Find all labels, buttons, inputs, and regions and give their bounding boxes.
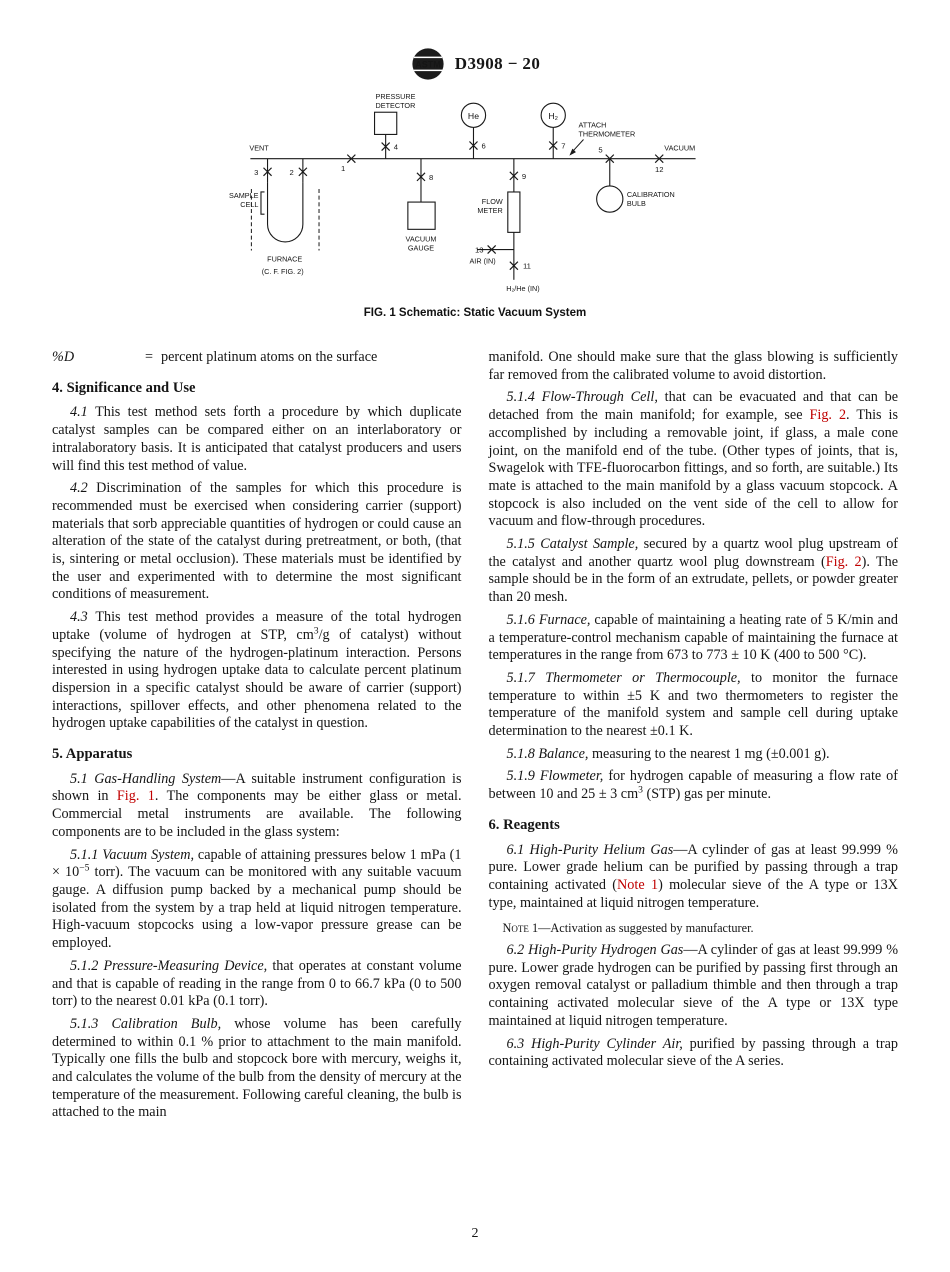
section-heading: 4. Significance and Use [52, 379, 196, 396]
page-number: 2 [471, 1226, 479, 1241]
sample-cell-label: CELL [239, 200, 258, 210]
body-paragraph [52, 847, 462, 953]
valve-11-number: 11 [522, 261, 531, 271]
logo-text: ASTM [415, 59, 441, 70]
text-run: /g of catalyst) without specifying the nature of the hydrogen-platinum interaction. Persons interested in using hydrogen uptake data to calculate percent platinum dispersion in a specific catalyst should be aware of carrier (support) interactions, spillover effects, and other phenomena related to the hydrogen uptake capabilities of the catalyst in question. [52, 626, 462, 732]
body-paragraph [489, 842, 899, 913]
body-paragraph [52, 771, 462, 842]
paragraph-number: 5.1.1 [70, 846, 103, 863]
text-run: that operates at constant volume and that is capable of reading in the range from 0 to 66.7 kPa (0 to 500 torr) to the nearest 0.01 kPa (0.1 torr). [52, 957, 462, 1010]
paragraph-number: 6.1 [506, 841, 530, 858]
text-run: Note 1— [502, 921, 551, 936]
body-paragraph [52, 958, 462, 1011]
body-paragraph [489, 670, 899, 741]
text-run: Flowmeter, [539, 768, 604, 785]
definition-term: %D [52, 349, 75, 365]
body-paragraph [489, 536, 899, 607]
astm-logo [410, 46, 446, 82]
valve-2-number: 2 [289, 167, 294, 177]
cross-reference-link[interactable]: Fig. 1 [116, 788, 155, 805]
body-columns [0, 349, 950, 1122]
text-run: ) molecular sieve of the A type or 13X type, maintained at liquid nitrogen temperature. [488, 876, 898, 911]
text-run: —A suitable instrument configuration is shown in [52, 770, 462, 805]
paragraph-number: 5.1.6 [506, 611, 539, 628]
page-header [0, 0, 950, 82]
text-run: Furnace, [538, 611, 591, 628]
valve-6-number: 6 [481, 141, 486, 151]
text-run: that can be evacuated and that can be detached from the main manifold; for example, see [488, 389, 898, 424]
figure-1 [0, 88, 950, 319]
text-run: . The components may be either glass or metal. Commercial metal instruments are available. The following components are to be included in the glass system: [52, 788, 462, 840]
note-text [489, 921, 899, 937]
thermometer-pointer-line [573, 139, 583, 150]
section-heading: 6. Reagents [488, 816, 560, 833]
document-code: D3908 − 20 [454, 54, 541, 73]
body-paragraph [52, 480, 462, 604]
body-paragraph [489, 746, 899, 764]
vacuum-gauge-symbol [407, 202, 434, 229]
text-run: (STP) gas per minute. [642, 786, 772, 803]
calibration-bulb-label: CALIBRATION [626, 190, 675, 200]
text-run: manifold. One should make sure that the glass blowing is sufficiently far removed from the calibrated volume to avoid distortion. [488, 349, 898, 383]
paragraph-number: 4.3 [70, 609, 96, 626]
equals-sign: = [145, 349, 154, 365]
flow-meter-label: METER [476, 206, 503, 216]
body-paragraph [489, 612, 899, 665]
valve-3-number: 3 [253, 167, 258, 177]
body-paragraph [489, 1036, 899, 1071]
paragraph-number: 5.1 [70, 770, 95, 787]
text-run: Thermometer or Thermocouple, [545, 669, 741, 686]
paragraph-number: 6.3 [506, 1035, 532, 1052]
sample-cell-bracket [260, 192, 264, 214]
calibration-bulb-label: BULB [626, 199, 646, 209]
text-run: 3 [313, 625, 319, 637]
left-column [52, 349, 462, 1122]
text-run: . This is accomplished by including a removable joint, if glass, a male cone joint, on the manifold end of the tube. (Other types of joints, that is, Swagelok with TFE-fluorocarbon fittings, and so forth, are suitable.) Its mate is attached to the main manifold by a glass vacuum stopcock. A stopcock is also included on the vent side of the cell to allow for vacuum and flow-through procedures. [488, 407, 898, 530]
definition-row [52, 349, 462, 367]
text-run: This test method sets forth a procedure by which duplicate catalyst samples can be compared either on an interlaboratory or intralaboratory basis. It is anticipated that catalyst producers and users will find this test method of value. [52, 404, 462, 474]
text-run: whose volume has been carefully determined to within 0.1 % prior to attachment to the main manifold. Typically one fills the bulb and stopcock bore with mercury, weighs it, and calculates the volume of the bulb from the density of mercury at the temperature of the measurement. Following careful cleaning, the bulb is attached to the main [52, 1015, 462, 1121]
text-run: High-Purity Cylinder Air, [531, 1035, 683, 1052]
text-run: capable of attaining pressures below 1 mPa (1 × 10 [52, 846, 462, 881]
cross-reference-link[interactable]: Fig. 2 [809, 407, 847, 424]
body-paragraph [52, 404, 462, 475]
vent-label: VENT [248, 143, 269, 153]
text-run: torr). The vacuum can be monitored with any suitable vacuum gauge. A diffusion pump backed by a mechanical pump should be isolated from the system by a trap held at liquid nitrogen temperature. High-vacuum stopcocks using a low-vapor pressure grease can be employed. [52, 864, 462, 952]
body-paragraph [52, 609, 462, 733]
cross-reference-link[interactable]: Fig. 2 [825, 553, 862, 570]
vacuum-gauge-label: GAUGE [407, 243, 434, 253]
text-run: capable of maintaining a heating rate of 5 K/min and a temperature-control mechanism capable of maintaining the furnace at temperatures in the range from 673 to 773 ± 10 K (400 to 500 °C). [488, 611, 898, 664]
text-run: measuring to the nearest 1 mg (±0.001 g). [588, 745, 830, 762]
text-run: ). The sample should be in the form of an extrudate, pellets, or powder greater than 20 mesh. [488, 553, 898, 606]
text-run: High-Purity Helium Gas [529, 841, 674, 858]
valve-5-number: 5 [597, 145, 603, 155]
text-run: to monitor the furnace temperature to within ±5 K and two thermometers to register the temperature of the manifold system and sample cell during uptake determination to the nearest ±0.1 K. [488, 669, 898, 740]
valve-7-number: 7 [560, 141, 566, 151]
figure-caption: FIG. 1 Schematic: Static Vacuum System [363, 307, 587, 319]
text-run: purified by passing through a trap containing activated molecular sieve of the A series. [488, 1035, 898, 1070]
text-run: Balance, [538, 745, 589, 762]
paragraph-number: 5.1.4 [506, 389, 542, 406]
text-run: This test method provides a measure of the total hydrogen uptake (volume of hydrogen at STP, cm [52, 609, 462, 643]
paragraph-number: 5.1.8 [506, 745, 539, 762]
text-run: —A cylinder of gas at least 99.999 % pure. Lower grade hydrogen can be purified by passing first through an oxygen removal catalyst or palladium thimble and then through a trap containing activated molecular sieve of the A type or 13X type maintained at liquid nitrogen temperature. [488, 941, 899, 1029]
body-paragraph [489, 349, 899, 384]
text-run: Catalyst Sample, [540, 536, 639, 553]
vacuum-gauge-label: VACUUM [405, 234, 436, 244]
valve-1-number: 1 [340, 163, 345, 173]
right-column [489, 349, 899, 1122]
air-in-label: AIR (IN) [468, 256, 496, 266]
flow-meter-symbol [507, 192, 519, 232]
attach-thermometer-label: ATTACH [577, 120, 606, 130]
attach-thermometer-label: THERMOMETER [577, 129, 635, 139]
h2-he-in-label: H₂/He (IN) [505, 283, 540, 293]
paragraph-number: 4.2 [70, 480, 97, 497]
paragraph-number: 6.2 [506, 941, 529, 958]
paragraph-number: 5.1.2 [70, 957, 104, 974]
sample-cell-utube [267, 183, 302, 242]
logo-stripe [414, 57, 442, 59]
text-run: secured by a quartz wool plug upstream of the catalyst and another quartz wool plug downstream ( [488, 536, 899, 570]
pressure-detector-symbol [374, 112, 396, 134]
cross-reference-link[interactable]: Note 1 [617, 876, 659, 893]
text-run: —A cylinder of gas at least 99.999 % pure. Lower grade helium can be purified by passing through a trap containing activated ( [488, 841, 898, 893]
furnace-label: FURNACE [266, 254, 302, 264]
valve-13-number: 13 [474, 245, 484, 255]
body-paragraph [489, 942, 899, 1031]
body-paragraph [52, 1016, 462, 1122]
text-run: High-Purity Hydrogen Gas [528, 941, 684, 958]
text-run: 3 [638, 784, 643, 796]
section-heading: 5. Apparatus [52, 746, 133, 763]
paragraph-number: 5.1.7 [506, 669, 546, 686]
schematic-diagram [223, 88, 728, 300]
helium-label: He [467, 110, 479, 121]
hydrogen-label: H₂ [547, 110, 558, 121]
text-run: Vacuum System, [102, 846, 195, 863]
vacuum-label: VACUUM [663, 143, 695, 153]
pressure-detector-label: DETECTOR [375, 101, 415, 111]
paragraph-number: 5.1.9 [506, 768, 540, 785]
text-run: Calibration Bulb, [111, 1015, 222, 1032]
valve-9-number: 9 [521, 171, 526, 181]
text-run: for hydrogen capable of measuring a flow rate of between 10 and 25 ± 3 cm [488, 768, 899, 803]
valve-4-number: 4 [393, 142, 398, 152]
sample-cell-label: SAMPLE [228, 191, 258, 201]
text-run: Flow-Through Cell, [541, 389, 658, 406]
furnace-boundary [251, 189, 319, 251]
valve-8-number: 8 [428, 172, 433, 182]
text-run: Discrimination of the samples for which this procedure is recommended must be exercised when considering carrier (support) materials that sorb appreciable quantities of hydrogen or could cause an alteration of the state of the catalyst during pretreatment, or both, (that is, sintering or metal occlusion). These materials must be identified by the user and experimented with to determine the most significant conditions of measurement. [52, 480, 462, 603]
text-run: −5 [79, 862, 90, 874]
definition-text: percent platinum atoms on the surface [161, 349, 378, 365]
valve-12-number: 12 [654, 164, 663, 174]
pressure-detector-label: PRESSURE [375, 92, 415, 102]
valve-symbols [263, 142, 663, 270]
body-paragraph [489, 389, 899, 531]
cf-fig2-label: (C. F. FIG. 2) [261, 266, 304, 276]
body-paragraph [489, 768, 899, 803]
calibration-bulb-symbol [596, 186, 622, 212]
text-run: Activation as suggested by manufacturer. [550, 921, 754, 936]
text-run: Pressure-Measuring Device, [103, 957, 268, 974]
flow-meter-label: FLOW [481, 197, 503, 207]
logo-stripe [413, 70, 442, 72]
paragraph-number: 5.1.3 [70, 1015, 112, 1032]
text-run: Gas-Handling System [94, 770, 222, 787]
paragraph-number: 4.1 [70, 404, 96, 421]
paragraph-number: 5.1.5 [506, 536, 541, 553]
